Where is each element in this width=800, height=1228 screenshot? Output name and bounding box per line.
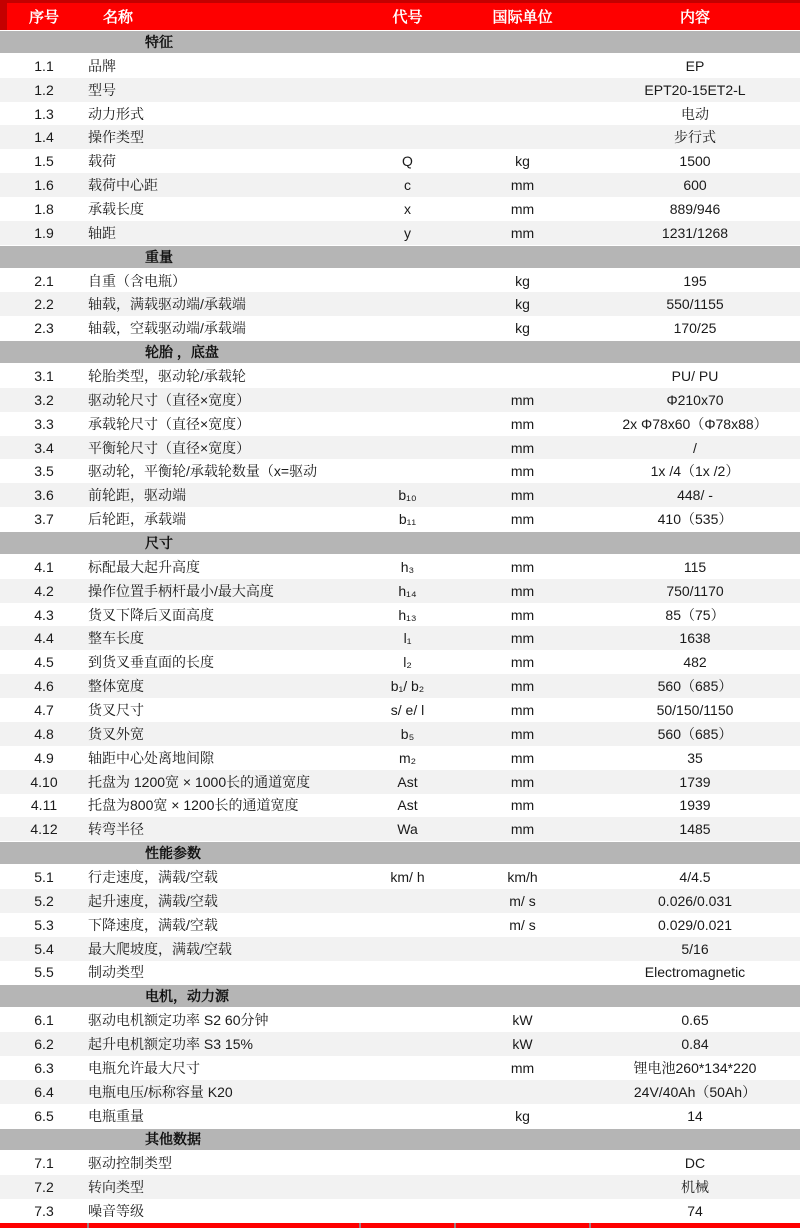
row-name: 自重（含电瓶） (88, 272, 186, 289)
row-symbol: Q (402, 153, 413, 170)
table-row (0, 364, 800, 388)
row-name: 载荷 (88, 153, 116, 170)
bottom-bar-divider (454, 1223, 456, 1228)
section-header (0, 340, 800, 364)
column-header-index: 序号 (28, 9, 59, 26)
row-symbol: s/ e/ l (390, 701, 425, 718)
row-value: 4/4.5 (679, 869, 711, 885)
row-name: 轴载，满载驱动端/承载端 (88, 296, 246, 313)
column-header-symbol: 代号 (392, 9, 423, 26)
row-symbol: h₁₃ (398, 606, 417, 623)
table-row (0, 555, 800, 579)
row-index: 1.9 (34, 224, 54, 241)
row-unit: m/ s (509, 916, 536, 933)
table-bottom-bar (0, 1223, 800, 1228)
table-row (0, 1199, 800, 1223)
row-name: 制动类型 (88, 964, 144, 981)
row-value: EP (685, 57, 705, 74)
table-row (0, 483, 800, 507)
row-unit: mm (510, 678, 535, 695)
row-value: 2x Φ78x60（Φ78x88） (622, 415, 768, 432)
row-symbol: c (404, 177, 411, 194)
row-value: EPT20-15ET2-L (644, 81, 746, 98)
row-value: 1500 (679, 153, 711, 170)
bottom-bar-divider (589, 1223, 591, 1228)
table-row (0, 865, 800, 889)
row-unit: mm (510, 391, 535, 408)
row-unit: mm (510, 200, 535, 217)
row-unit: mm (510, 511, 535, 528)
row-unit: mm (510, 630, 535, 647)
row-unit: mm (510, 558, 535, 575)
row-name: 整体宽度 (88, 678, 144, 695)
row-unit: mm (510, 487, 535, 504)
row-unit: kg (515, 320, 530, 337)
table-row (0, 78, 800, 102)
table-row (0, 292, 800, 316)
row-index: 7.3 (34, 1203, 54, 1220)
row-unit: mm (510, 701, 535, 718)
table-row (0, 1175, 800, 1199)
row-symbol: Ast (397, 773, 418, 790)
row-unit: kg (515, 272, 530, 289)
row-value: 1231/1268 (661, 224, 729, 241)
row-value: 560（685） (657, 678, 733, 695)
row-unit: mm (510, 1059, 535, 1076)
row-symbol: h₁₄ (398, 582, 417, 599)
row-index: 4.8 (34, 725, 54, 742)
row-name: 电瓶电压/标称容量 K20 (88, 1083, 233, 1100)
table-header-row (0, 0, 800, 30)
row-symbol: y (404, 224, 411, 241)
table-row (0, 961, 800, 985)
table-row (0, 54, 800, 78)
row-index: 7.1 (34, 1155, 54, 1172)
row-value: 600 (683, 177, 707, 194)
column-header-content: 内容 (679, 9, 710, 26)
row-index: 5.1 (34, 869, 54, 885)
table-row (0, 889, 800, 913)
section-header (0, 984, 800, 1008)
table-row (0, 436, 800, 460)
row-index: 5.2 (34, 892, 54, 909)
row-index: 1.4 (34, 129, 54, 146)
row-index: 4.11 (30, 797, 58, 814)
table-row (0, 603, 800, 627)
bottom-bar-divider (359, 1223, 361, 1228)
row-value: 1x /4（1x /2） (650, 463, 740, 480)
table-row (0, 794, 800, 818)
row-name: 品牌 (88, 57, 116, 74)
table-row (0, 173, 800, 197)
row-unit: mm (510, 224, 535, 241)
row-unit: mm (510, 177, 535, 194)
row-index: 1.8 (34, 200, 54, 217)
table-row (0, 197, 800, 221)
row-name: 轴载，空载驱动端/承载端 (88, 320, 246, 337)
row-index: 4.6 (34, 678, 54, 695)
table-row (0, 698, 800, 722)
row-index: 2.1 (34, 272, 54, 289)
row-name: 噪音等级 (88, 1203, 144, 1220)
row-unit: mm (510, 725, 535, 742)
row-value: 85（75） (665, 606, 725, 623)
row-name: 前轮距，驱动端 (88, 487, 186, 504)
row-index: 4.4 (34, 630, 54, 647)
table-row (0, 1008, 800, 1032)
table-row (0, 507, 800, 531)
row-index: 6.2 (34, 1036, 54, 1053)
row-value: 24V/40Ah（50Ah） (633, 1083, 757, 1100)
row-index: 4.10 (30, 773, 58, 790)
row-index: 1.1 (34, 57, 54, 74)
row-unit: mm (510, 654, 535, 671)
row-value: 0.029/0.021 (658, 916, 732, 933)
row-value: 50/150/1150 (656, 701, 734, 718)
row-name: 起升电机额定功率 S3 15% (88, 1036, 253, 1053)
row-unit: m/ s (509, 892, 536, 909)
row-name: 承载轮尺寸（直径×宽度） (88, 415, 251, 432)
table-row (0, 1080, 800, 1104)
table-row (0, 125, 800, 149)
table-row (0, 579, 800, 603)
row-name: 驱动轮尺寸（直径×宽度） (88, 391, 251, 408)
row-index: 6.1 (34, 1012, 54, 1029)
row-value: 170/25 (673, 320, 717, 337)
section-title: 特征 (145, 33, 173, 50)
row-name: 转向类型 (88, 1179, 144, 1196)
row-index: 2.3 (34, 320, 54, 337)
row-value: 482 (683, 654, 707, 671)
row-symbol: x (404, 200, 411, 217)
section-title: 重量 (145, 248, 173, 265)
row-value: 1939 (679, 797, 711, 814)
row-symbol: b₁₁ (398, 511, 417, 528)
row-symbol: m₂ (398, 749, 417, 766)
row-value: 机械 (681, 1179, 709, 1196)
row-value: 0.026/0.031 (658, 892, 732, 909)
row-index: 5.4 (34, 940, 54, 957)
row-unit: kg (515, 153, 530, 170)
section-header (0, 30, 800, 54)
row-name: 驱动电机额定功率 S2 60分钟 (88, 1012, 269, 1029)
table-row (0, 913, 800, 937)
table-row (0, 102, 800, 126)
row-symbol: h₃ (400, 558, 415, 575)
row-index: 3.6 (34, 487, 54, 504)
table-row (0, 817, 800, 841)
row-name: 操作位置手柄杆最小/最大高度 (88, 582, 274, 599)
row-index: 5.5 (34, 964, 54, 981)
row-name: 行走速度，满载/空载 (88, 869, 218, 885)
row-index: 3.4 (34, 439, 54, 456)
row-value: 550/1155 (666, 296, 724, 313)
section-title: 其他数据 (145, 1131, 201, 1148)
row-name: 驱动控制类型 (88, 1155, 172, 1172)
row-name: 货叉尺寸 (88, 701, 144, 718)
table-row (0, 626, 800, 650)
row-value: 1485 (679, 821, 711, 838)
table-row (0, 937, 800, 961)
row-unit: mm (510, 797, 535, 814)
column-header-unit: 国际单位 (492, 9, 553, 26)
row-value: 74 (687, 1203, 703, 1220)
row-value: 889/946 (669, 200, 721, 217)
row-unit: mm (510, 773, 535, 790)
table-row (0, 412, 800, 436)
row-unit: mm (510, 606, 535, 623)
row-name: 轴距中心处离地间隙 (88, 749, 214, 766)
row-unit: mm (510, 821, 535, 838)
row-name: 起升速度，满载/空载 (88, 892, 218, 909)
row-index: 4.5 (34, 654, 54, 671)
section-title: 轮胎 ，底盘 (145, 344, 219, 361)
row-value: 0.84 (681, 1036, 709, 1053)
section-header (0, 245, 800, 269)
table-row (0, 269, 800, 293)
row-value: 1739 (679, 773, 711, 790)
row-value: 14 (687, 1107, 703, 1124)
row-value: 560（685） (657, 725, 733, 742)
section-title: 电机，动力源 (145, 988, 229, 1005)
table-row (0, 770, 800, 794)
table-row (0, 1104, 800, 1128)
row-value: Φ210x70 (666, 391, 724, 408)
row-index: 3.3 (34, 415, 54, 432)
row-name: 载荷中心距 (88, 177, 158, 194)
row-value: 5/16 (681, 940, 709, 957)
row-index: 4.3 (34, 606, 54, 623)
row-value: 1638 (679, 630, 711, 647)
row-index: 3.5 (34, 463, 54, 480)
row-unit: mm (510, 439, 535, 456)
row-value: 195 (683, 272, 707, 289)
row-name: 下降速度，满载/空载 (88, 916, 218, 933)
section-header (0, 531, 800, 555)
table-row (0, 149, 800, 173)
row-name: 型号 (88, 81, 116, 98)
row-value: Electromagnetic (644, 964, 746, 981)
row-index: 1.3 (34, 105, 54, 122)
row-unit: mm (510, 582, 535, 599)
table-row (0, 746, 800, 770)
row-index: 1.6 (34, 177, 54, 194)
row-value: 电动 (681, 105, 709, 122)
row-name: 电瓶重量 (88, 1107, 144, 1124)
row-name: 最大爬坡度，满载/空载 (88, 940, 232, 957)
table-row (0, 221, 800, 245)
row-index: 5.3 (34, 916, 54, 933)
row-value: DC (684, 1155, 706, 1172)
row-symbol: l₁ (403, 630, 412, 647)
row-symbol: l₂ (403, 654, 412, 671)
row-index: 7.2 (34, 1179, 54, 1196)
row-name: 转弯半径 (88, 821, 144, 838)
row-index: 4.2 (34, 582, 54, 599)
row-name: 轴距 (88, 224, 116, 241)
row-index: 4.9 (34, 749, 54, 766)
row-unit: mm (510, 463, 535, 480)
row-index: 2.2 (34, 296, 54, 313)
row-index: 6.3 (34, 1059, 54, 1076)
section-title: 性能参数 (145, 845, 201, 862)
row-value: / (693, 439, 697, 456)
row-unit: kW (512, 1036, 533, 1053)
row-value: 锂电池260*134*220 (633, 1059, 757, 1076)
row-symbol: b₁₀ (398, 487, 417, 504)
table-row (0, 1056, 800, 1080)
row-name: 承载长度 (88, 200, 144, 217)
section-header (0, 1128, 800, 1152)
row-index: 6.5 (34, 1107, 54, 1124)
table-row (0, 650, 800, 674)
row-index: 4.1 (34, 558, 54, 575)
bottom-bar-divider (87, 1223, 89, 1228)
section-title: 尺寸 (145, 534, 173, 551)
row-symbol: b₁/ b₂ (390, 678, 425, 695)
row-name: 到货叉垂直面的长度 (88, 654, 214, 671)
column-header-name: 名称 (103, 9, 134, 26)
row-name: 平衡轮尺寸（直径×宽度） (88, 439, 251, 456)
row-value: 750/1170 (666, 582, 724, 599)
row-value: 0.65 (681, 1012, 709, 1029)
row-name: 后轮距，承载端 (88, 511, 186, 528)
row-unit: kg (515, 296, 530, 313)
row-index: 6.4 (34, 1083, 54, 1100)
row-symbol: Wa (397, 821, 418, 838)
row-name: 整车长度 (88, 630, 144, 647)
row-index: 3.7 (34, 511, 54, 528)
row-name: 标配最大起升高度 (88, 558, 200, 575)
table-row (0, 674, 800, 698)
row-index: 1.2 (34, 81, 54, 98)
section-header (0, 841, 800, 865)
row-index: 3.1 (34, 367, 54, 384)
row-name: 托盘为800宽 × 1200长的通道宽度 (88, 797, 299, 814)
row-index: 4.7 (34, 701, 54, 718)
row-name: 货叉下降后叉面高度 (88, 606, 214, 623)
table-row (0, 459, 800, 483)
row-value: PU/ PU (671, 367, 719, 384)
row-value: 410（535） (657, 511, 733, 528)
row-unit: mm (510, 749, 535, 766)
row-index: 3.2 (34, 391, 54, 408)
row-symbol: km/ h (390, 869, 425, 885)
row-name: 托盘为 1200宽 × 1000长的通道宽度 (88, 773, 311, 790)
row-name: 电瓶允许最大尺寸 (88, 1059, 200, 1076)
table-row (0, 722, 800, 746)
row-name: 驱动轮，平衡轮/承载轮数量（x=驱动 (88, 463, 318, 480)
row-name: 动力形式 (88, 105, 144, 122)
row-name: 轮胎类型，驱动轮/承载轮 (88, 367, 246, 384)
row-index: 4.12 (30, 821, 58, 838)
row-name: 操作类型 (88, 129, 144, 146)
row-value: 步行式 (674, 129, 716, 146)
row-symbol: b₅ (400, 725, 415, 742)
row-symbol: Ast (397, 797, 418, 814)
row-value: 35 (687, 749, 703, 766)
row-unit: km/h (507, 869, 538, 885)
table-row (0, 1151, 800, 1175)
row-value: 115 (683, 558, 707, 575)
table-row (0, 388, 800, 412)
table-row (0, 1032, 800, 1056)
row-unit: kg (515, 1107, 530, 1124)
row-name: 货叉外宽 (88, 725, 144, 742)
row-index: 1.5 (34, 153, 54, 170)
row-unit: kW (512, 1012, 533, 1029)
row-unit: mm (510, 415, 535, 432)
row-value: 448/ - (677, 487, 713, 504)
table-row (0, 316, 800, 340)
